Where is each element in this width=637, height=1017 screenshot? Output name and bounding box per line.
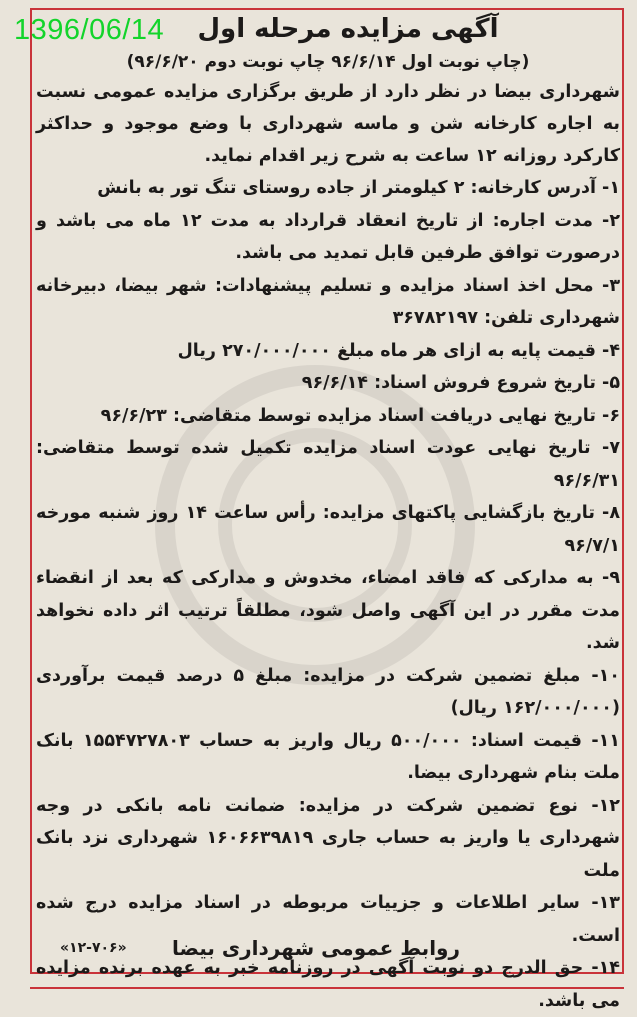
notice-item-1: ۱- آدرس کارخانه: ۲ کیلومتر از جاده روستای تنگ تور به بانش: [97, 178, 620, 198]
notice-item-8: ۸- تاریخ بازگشایی پاکتهای مزایده: رأس ساعت ۱۴ روز شنبه مورخه ۹۶/۷/۱: [36, 503, 620, 556]
signature: روابط عمومی شهرداری بیضا: [171, 936, 460, 960]
notice-footer: [40, 936, 610, 970]
date-stamp: 1396/06/14: [14, 14, 165, 46]
notice-item-11: ۱۱- قیمت اسناد: ۵۰۰/۰۰۰ ریال واریز به حساب ۱۵۵۴۷۲۷۸۰۳ بانک ملت بنام شهرداری بیضا.: [36, 730, 620, 783]
notice-item-9: ۹- به مدارکی که فاقد امضاء، مخدوش و مدارکی که بعد از انقضاء مدت مقرر در این آگهی واصل شود، مطلقاً ترتیب اثر داده نخواهد شد.: [36, 568, 620, 653]
notice-intro: شهرداری بیضا در نظر دارد از طریق برگزاری مزایده عمومی نسبت به اجاره کارخانه شن و ماسه شهرداری با وضع موجود و حداکثر کارکرد روزانه ۱۲ ساعت به شرح زیر اقدام نماید.: [36, 82, 620, 166]
notice-item-4: ۴- قیمت پایه به ازای هر ماه مبلغ ۲۷۰/۰۰۰/۰۰۰ ریال: [177, 340, 620, 361]
notice-item-2: ۲- مدت اجاره: از تاریخ انعقاد قرارداد به مدت ۱۲ ماه می باشد و درصورت توافق طرفین قابل تمدید می باشد.: [36, 210, 620, 263]
notice-title: آگهی مزایده مرحله اول: [197, 14, 499, 44]
notice-item-12: ۱۲- نوع تضمین شرکت در مزایده: ضمانت نامه بانکی در وجه شهرداری یا واریز به حساب جاری ۱۶۰۶۶۳۹۸۱۹ شهرداری نزد بانک ملت: [36, 795, 620, 881]
notice-content: [36, 14, 620, 1017]
reference-code: «۱۲-۷۰۶»: [60, 940, 127, 956]
notice-item-14: ۱۴- حق الدرج دو نوبت آگهی در روزنامه خبر به عهده برنده مزایده می باشد.: [36, 958, 620, 1011]
notice-item-5: ۵- تاریخ شروع فروش اسناد: ۹۶/۶/۱۴: [301, 373, 620, 393]
notice-item-10: ۱۰- مبلغ تضمین شرکت در مزایده: مبلغ ۵ درصد قیمت برآوردی (۱۶۲/۰۰۰/۰۰۰ ریال): [36, 665, 620, 718]
notice-item-13: ۱۳- سایر اطلاعات و جزییات مربوطه در اسناد مزایده درج شده است.: [36, 893, 620, 946]
notice-item-3: ۳- محل اخذ اسناد مزایده و تسلیم پیشنهادات: شهر بیضا، دبیرخانه شهرداری تلفن: ۳۶۷۸۲۱۹۷: [36, 275, 620, 328]
notice-item-7: ۷- تاریخ نهایی عودت اسناد مزایده تکمیل شده توسط متقاضی: ۹۶/۶/۳۱: [36, 438, 620, 491]
notice-item-6: ۶- تاریخ نهایی دریافت اسناد مزایده توسط متقاضی: ۹۶/۶/۲۳: [100, 405, 620, 426]
print-dates: (چاپ نوبت اول ۹۶/۶/۱۴ چاپ نوبت دوم ۹۶/۶/۲۰): [126, 52, 530, 72]
